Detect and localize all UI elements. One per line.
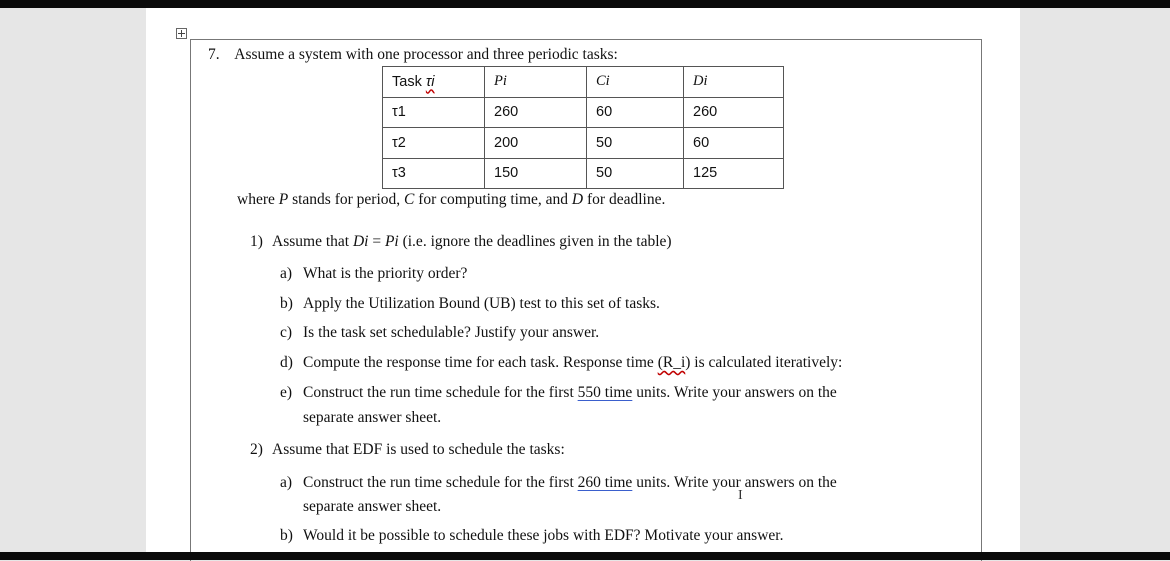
window-bottom-bar <box>0 552 1170 560</box>
list-item: c) Is the task set schedulable? Justify your answer. <box>280 324 600 341</box>
list-item: d) Compute the response time for each task. Response time (R_i) is calculated iteratively: <box>280 354 843 371</box>
table-row <box>383 97 784 128</box>
spell-link[interactable]: 260 time <box>577 474 633 491</box>
cell-period: 150 <box>485 158 587 189</box>
task-symbol: τi <box>425 73 435 90</box>
part1-heading: 1) Assume that Di = Pi (i.e. ignore the deadlines given in the table) <box>250 233 672 250</box>
cell-task: τ2 <box>383 128 485 159</box>
list-item: a) Construct the run time schedule for the first 260 time units. Write your answers on the <box>280 474 837 491</box>
table-row <box>383 158 784 189</box>
cell-deadline: 60 <box>684 128 784 159</box>
cell-compute: 50 <box>587 128 684 159</box>
cell-deadline: 125 <box>684 158 784 189</box>
list-item: b) Apply the Utilization Bound (UB) test to this set of tasks. <box>280 295 660 312</box>
legend-line: where P stands for period, C for computing time, and D for deadline. <box>237 191 666 208</box>
cell-compute: 50 <box>587 158 684 189</box>
cell-compute: 60 <box>587 97 684 128</box>
header-task: Task τi <box>383 67 485 98</box>
question-line <box>208 46 618 64</box>
table-header-row <box>383 67 784 98</box>
question-number: 7. <box>208 46 220 63</box>
cell-task: τ3 <box>383 158 485 189</box>
part2-heading: 2) Assume that EDF is used to schedule the tasks: <box>250 441 565 458</box>
header-compute: Ci <box>587 67 684 98</box>
header-deadline: Di <box>684 67 784 98</box>
cell-period: 200 <box>485 128 587 159</box>
spell-link[interactable]: 550 time <box>577 384 633 401</box>
list-item-continuation: separate answer sheet. <box>303 409 442 426</box>
cell-deadline: 260 <box>684 97 784 128</box>
table-move-handle-icon[interactable] <box>176 28 187 39</box>
task-table <box>382 66 784 189</box>
list-item: e) Construct the run time schedule for the first 550 time units. Write your answers on the <box>280 384 837 401</box>
list-item: a) What is the priority order? <box>280 265 468 282</box>
text-cursor-icon: I <box>738 488 743 503</box>
cell-period: 260 <box>485 97 587 128</box>
table-row <box>383 128 784 159</box>
question-intro: Assume a system with one processor and three periodic tasks: <box>234 46 618 63</box>
list-item-continuation: separate answer sheet. <box>303 498 442 515</box>
list-item: b) Would it be possible to schedule these jobs with EDF? Motivate your answer. <box>280 527 784 544</box>
window-top-bar <box>0 0 1170 8</box>
cell-task: τ1 <box>383 97 485 128</box>
header-period: Pi <box>485 67 587 98</box>
